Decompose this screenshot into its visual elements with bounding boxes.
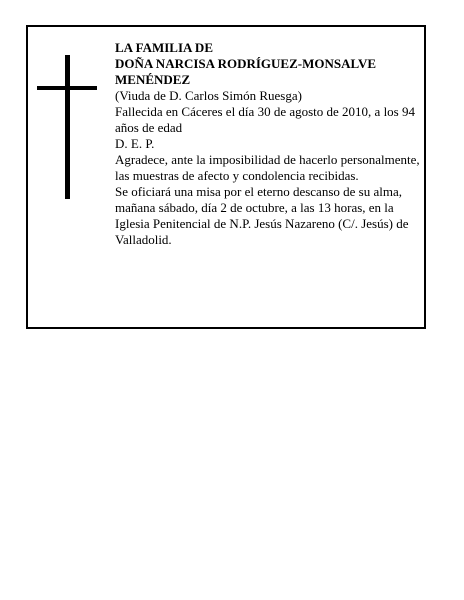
death-info: Fallecida en Cáceres el día 30 de agosto de 2010, a los 94 años de edad [115, 104, 415, 135]
notice-text [115, 40, 423, 248]
heading-family: LA FAMILIA DE [115, 40, 213, 55]
deceased-name: DOÑA NARCISA RODRÍGUEZ-MONSALVE MENÉNDEZ [115, 56, 377, 87]
widow-of-line: (Viuda de D. Carlos Simón Ruesga) [115, 88, 302, 103]
rip-line: D. E. P. [115, 136, 155, 151]
obituary-notice [26, 25, 426, 329]
latin-cross-icon [37, 55, 97, 199]
cross-vertical-bar [65, 55, 70, 199]
thanks-paragraph: Agradece, ante la imposibilidad de hacerlo personalmente, las muestras de afecto y condolencia recibidas. [115, 152, 420, 183]
mass-info-paragraph: Se oficiará una misa por el eterno descanso de su alma, mañana sábado, día 2 de octubre, a las 13 horas, en la Iglesia Penitencial de N.P. Jesús Nazareno (C/. Jesús) de Valladolid. [115, 184, 409, 247]
cross-horizontal-bar [37, 86, 97, 90]
